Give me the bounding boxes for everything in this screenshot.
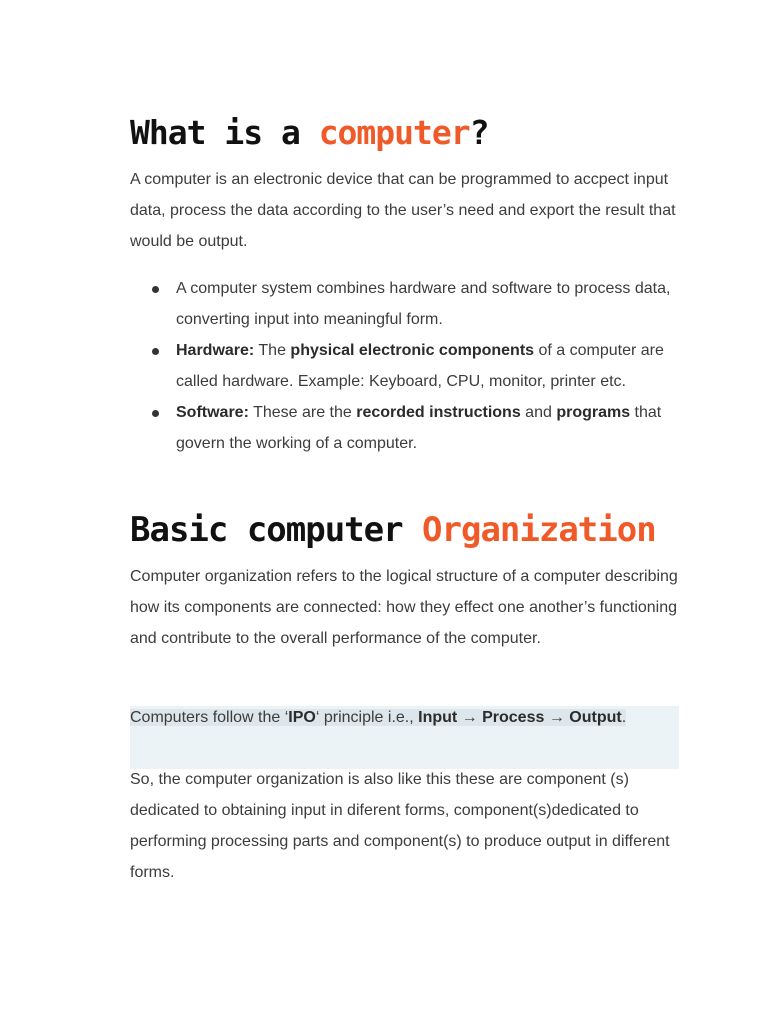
heading-prefix: Basic computer — [130, 510, 423, 550]
bullet-dot-icon — [152, 348, 159, 355]
ipo-text: ‘ principle i.e., — [315, 709, 419, 726]
bullet-bold-text: physical electronic components — [290, 342, 535, 359]
ipo-acronym: IPO — [288, 709, 316, 726]
ipo-period: . — [621, 709, 627, 726]
bullet-bold-text: Hardware: — [176, 342, 255, 359]
ipo-input: Input — [418, 709, 458, 726]
heading-what-is-a-computer — [130, 113, 489, 153]
bullet-text: and — [520, 404, 557, 421]
bullet-list — [130, 273, 680, 459]
ipo-arrow: → — [544, 709, 570, 726]
bullet-item — [130, 397, 680, 459]
bullet-text: These are the — [248, 404, 357, 421]
ipo-output: Output — [569, 709, 622, 726]
bullet-text: of a computer are called hardware. Example: Keyboard, CPU, monitor, printer etc. — [176, 342, 664, 390]
bullet-bold-text: programs — [556, 404, 631, 421]
ipo-text: Computers follow the ‘ — [130, 709, 289, 726]
bullet-text: A computer system combines hardware and software to process data, converting input into meaningful form. — [176, 280, 671, 328]
ipo-arrow: → — [457, 709, 483, 726]
bullet-text: The — [254, 342, 291, 359]
bullet-text: that govern the working of a computer. — [176, 404, 662, 452]
intro-paragraph: A computer is an electronic device that can be programmed to accpect input data, process the data according to the user’s need and export the result that would be output. — [130, 171, 676, 250]
ipo-highlight-box — [130, 706, 679, 769]
bullet-dot-icon — [152, 410, 159, 417]
heading-basic-computer-organization — [130, 509, 656, 551]
heading-accent: computer — [318, 113, 470, 152]
bullet-item — [130, 335, 680, 397]
bullet-bold-text: Software: — [176, 404, 249, 421]
heading-accent: Organization — [422, 510, 656, 550]
bullet-dot-icon — [152, 286, 159, 293]
bullet-bold-text: recorded instructions — [356, 404, 521, 421]
heading-suffix: ? — [469, 113, 489, 152]
ipo-line — [130, 706, 626, 730]
bullet-item — [130, 273, 680, 335]
organization-paragraph: Computer organization refers to the logical structure of a computer describing how its components are connected: how they effect one another’s functioning and contribute to the overall performance of the computer. — [130, 568, 678, 647]
closing-paragraph: So, the computer organization is also like this these are component (s) dedicated to obtaining input in diferent forms, component(s)dedicated to performing processing parts and component(s) to produce output in different forms. — [130, 771, 670, 881]
heading-prefix: What is a — [130, 113, 319, 152]
ipo-process: Process — [482, 709, 545, 726]
